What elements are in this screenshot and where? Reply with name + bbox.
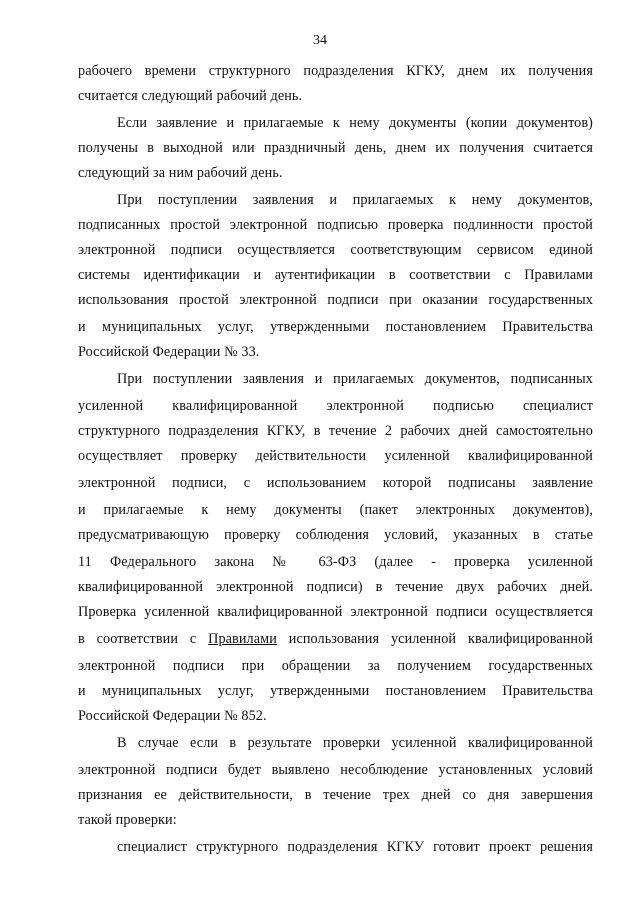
text-line: считается следующий рабочий день. — [78, 88, 303, 104]
text-line: При поступлении заявления и прилагаемых документов, подписанных — [117, 371, 593, 387]
page-number: 34 — [313, 33, 327, 48]
text-line: и прилагаемые к нему документы (пакет электронных документов), — [78, 502, 593, 518]
rules-link[interactable]: Правилами — [208, 631, 277, 647]
text-line: Проверка усиленной квалифицированной электронной подписи осуществляется — [78, 604, 593, 620]
text-line: электронной подписи будет выявлено несоблюдение установленных условий — [78, 762, 593, 778]
text-line: Российской Федерации № 33. — [78, 344, 260, 360]
text-line: Если заявление и прилагаемые к нему документы (копии документов) — [117, 115, 593, 131]
text-line: и муниципальных услуг, утвержденными постановлением Правительства — [78, 319, 593, 335]
text-line: 11 Федерального закона № 63-ФЗ (далее - проверка усиленной — [78, 554, 593, 570]
text-line: признания ее действительности, в течение трех дней со дня завершения — [78, 787, 593, 803]
text-line: специалист структурного подразделения КГКУ готовит проект решения — [117, 839, 593, 855]
text-line — [78, 630, 593, 648]
text-line: подписанных простой электронной подписью проверка подлинности простой — [78, 217, 593, 233]
text-line: системы идентификации и аутентификации в соответствии с Правилами — [78, 267, 593, 283]
text-line: электронной подписи осуществляется соответствующим сервисом единой — [78, 242, 593, 258]
text-line: осуществляет проверку действительности усиленной квалифицированной — [78, 448, 593, 464]
text-segment: использования усиленной квалифицированной — [276, 631, 593, 647]
text-line: Российской Федерации № 852. — [78, 708, 267, 724]
text-line: получены в выходной или праздничный день, днем их получения считается — [78, 140, 593, 156]
text-line: усиленной квалифицированной электронной подписью специалист — [78, 398, 593, 414]
text-line: следующий за ним рабочий день. — [78, 165, 283, 181]
text-line: такой проверки: — [78, 812, 177, 828]
text-line: рабочего времени структурного подразделения КГКУ, днем их получения — [78, 63, 593, 79]
text-line: и муниципальных услуг, утвержденными постановлением Правительства — [78, 683, 593, 699]
text-line: структурного подразделения КГКУ, в течение 2 рабочих дней самостоятельно — [78, 423, 593, 439]
text-line: В случае если в результате проверки усиленной квалифицированной — [117, 735, 593, 751]
text-line: квалифицированной электронной подписи) в течение двух рабочих дней. — [78, 579, 593, 595]
text-line: использования простой электронной подписи при оказании государственных — [78, 292, 593, 308]
text-line: электронной подписи при обращении за получением государственных — [78, 658, 593, 674]
text-segment: в соответствии с — [78, 631, 209, 647]
text-line: предусматривающую проверку соблюдения условий, указанных в статье — [78, 527, 593, 543]
text-line: электронной подписи, с использованием которой подписаны заявление — [78, 475, 593, 491]
text-line: При поступлении заявления и прилагаемых к нему документов, — [117, 192, 593, 208]
